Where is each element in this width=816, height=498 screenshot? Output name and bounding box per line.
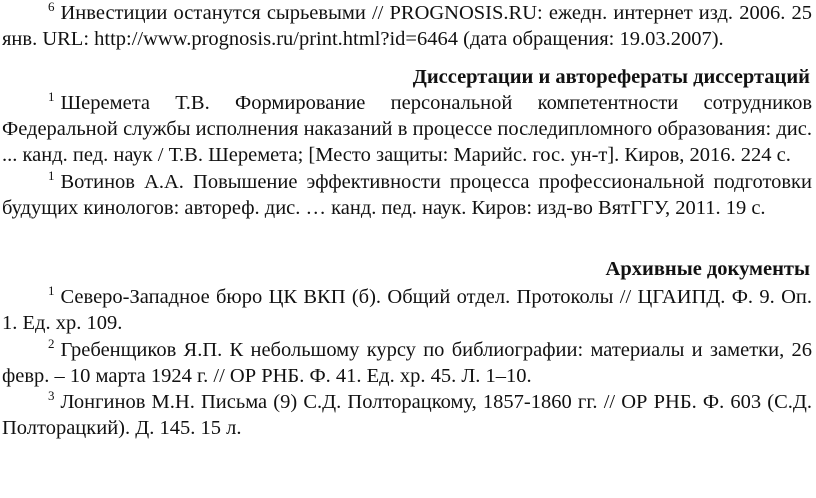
footnote-entry xyxy=(2,167,812,222)
document-page xyxy=(0,1,816,498)
footnote-text: Лонгинов М.Н. Письма (9) С.Д. Полторацкому, 1857-1860 гг. // ОР РНБ. Ф. 603 (С.Д. Полторацкий). Д. 145. 15 л. xyxy=(2,391,812,440)
footnote-entry xyxy=(2,91,812,168)
footnote-text: Северо-Западное бюро ЦК ВКП (б). Общий отдел. Протоколы // ЦГАИПД. Ф. 9. Оп. 1. Ед. хр. 109. xyxy=(2,286,812,334)
footnote-text: Инвестиции останутся сырьевыми // PROGNOSIS.RU: ежедн. интернет изд. 2006. 25 янв. URL: http://www.prognosis.ru/print.html?id=6464 (дата обращения: 19.03.2007). xyxy=(2,2,812,50)
footnote-number: 1 xyxy=(48,89,55,105)
footnote-text: Шеремета Т.В. Формирование персональной компетентности сотрудников Федеральной службы исполнения наказаний в процессе последипломного образования: дис. ... канд. пед. наук / Т.В. Шеремета; [Место защиты: Марийс. гос. ун-т]. Киров, 2016. 224 с. xyxy=(2,92,812,166)
footnote-number: 6 xyxy=(48,0,55,14)
footnote-number: 1 xyxy=(48,283,55,299)
footnote-number: 2 xyxy=(48,335,55,351)
footnote-entry xyxy=(2,1,812,53)
footnote-entry xyxy=(2,285,812,337)
section-heading-archives: Архивные документы xyxy=(605,258,810,281)
footnote-entry xyxy=(2,335,812,390)
footnote-number: 3 xyxy=(48,388,55,404)
footnote-text: Вотинов А.А. Повышение эффективности процесса профессиональной подготовки будущих кинологов: автореф. дис. … канд. пед. наук. Киров: изд-во ВятГГУ, 2011. 19 с. xyxy=(2,170,812,219)
footnote-entry xyxy=(2,390,812,442)
section-heading-dissertations: Диссертации и автореферaты диссертаций xyxy=(412,65,810,88)
footnote-number: 1 xyxy=(48,167,55,183)
footnote-text: Гребенщиков Я.П. К небольшому курсу по библиографии: материалы и заметки, 26 февр. – 10 марта 1924 г. // ОР РНБ. Ф. 41. Ед. хр. 45. Л. 1–10. xyxy=(2,338,812,387)
